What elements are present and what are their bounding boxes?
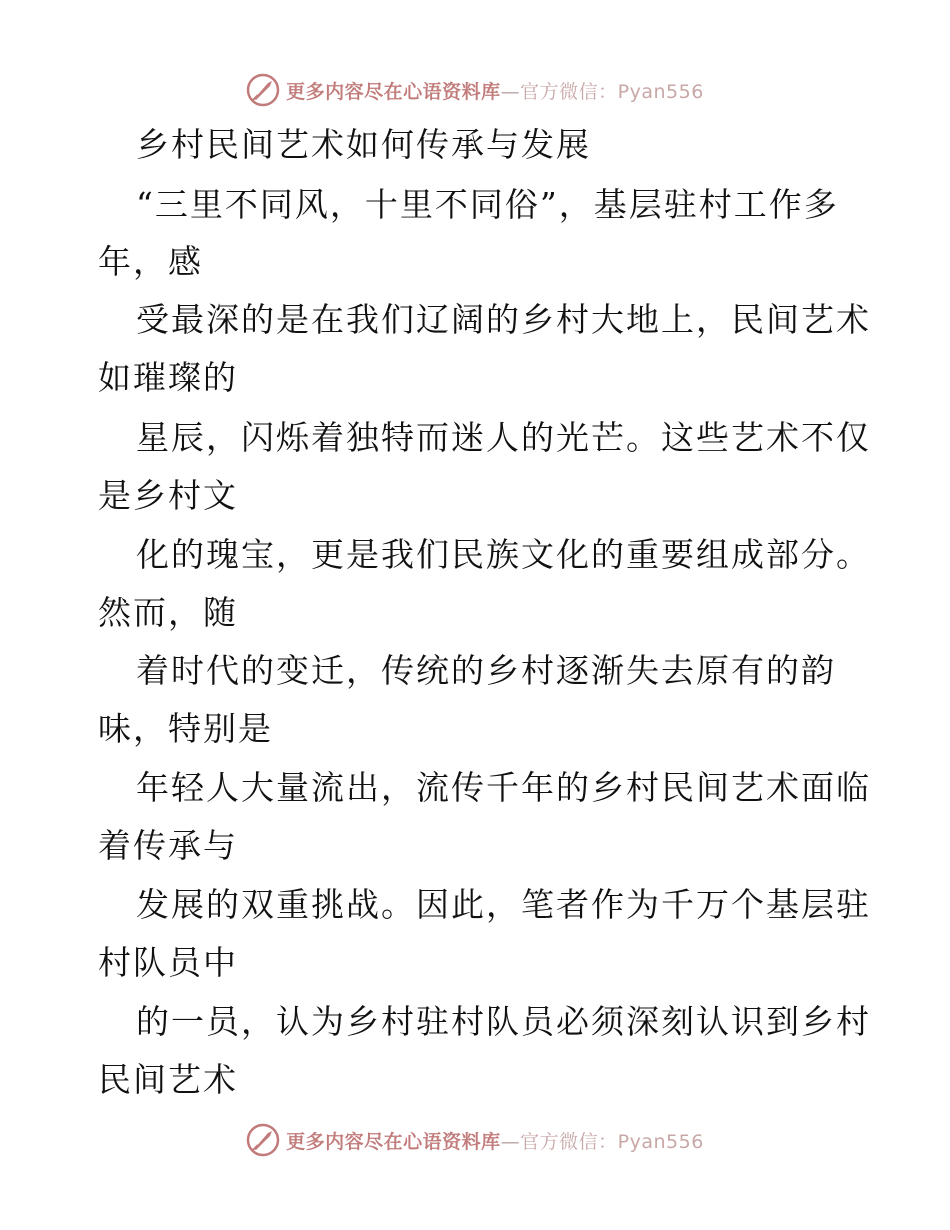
text-line: 年轻人大量流出，流传千年的乡村民间艺术面临: [136, 768, 871, 807]
text-line: 受最深的是在我们辽阔的乡村大地上，民间艺术: [136, 300, 871, 339]
watermark-contact: 官方微信：Pyan556: [520, 80, 704, 103]
watermark-contact: 官方微信：Pyan556: [520, 1130, 704, 1153]
text-line: 是乡村文: [98, 476, 238, 515]
watermark-brand: 更多内容尽在心语资料库: [286, 1130, 501, 1153]
watermark-brand: 更多内容尽在心语资料库: [286, 80, 501, 103]
text-line: 的一员，认为乡村驻村队员必须深刻认识到乡村: [136, 1002, 871, 1041]
text-line: 味，特别是: [98, 709, 273, 748]
quill-pen-logo-icon: [246, 1123, 280, 1157]
quill-pen-logo-icon: [246, 73, 280, 107]
text-line: 村队员中: [98, 943, 238, 982]
document-title: 乡村民间艺术如何传承与发展: [136, 125, 591, 164]
text-line: 星辰，闪烁着独特而迷人的光芒。这些艺术不仅: [136, 418, 871, 457]
text-line: 着时代的变迁，传统的乡村逐渐失去原有的韵: [136, 651, 836, 690]
text-line: 民间艺术: [98, 1060, 238, 1099]
text-line: 年，感: [98, 242, 203, 281]
text-line: 发展的双重挑战。因此，笔者作为千万个基层驻: [136, 885, 871, 924]
text-line: 着传承与: [98, 826, 238, 865]
text-line: 化的瑰宝，更是我们民族文化的重要组成部分。: [136, 535, 871, 574]
text-line: 如璀璨的: [98, 358, 238, 397]
text-line: 然而，随: [98, 593, 238, 632]
watermark-separator: —: [500, 80, 521, 103]
text-line: “三里不同风，十里不同俗”，基层驻村工作多: [136, 185, 839, 224]
footer-watermark: [0, 1120, 950, 1160]
watermark-separator: —: [500, 1130, 521, 1153]
header-watermark: [0, 70, 950, 110]
